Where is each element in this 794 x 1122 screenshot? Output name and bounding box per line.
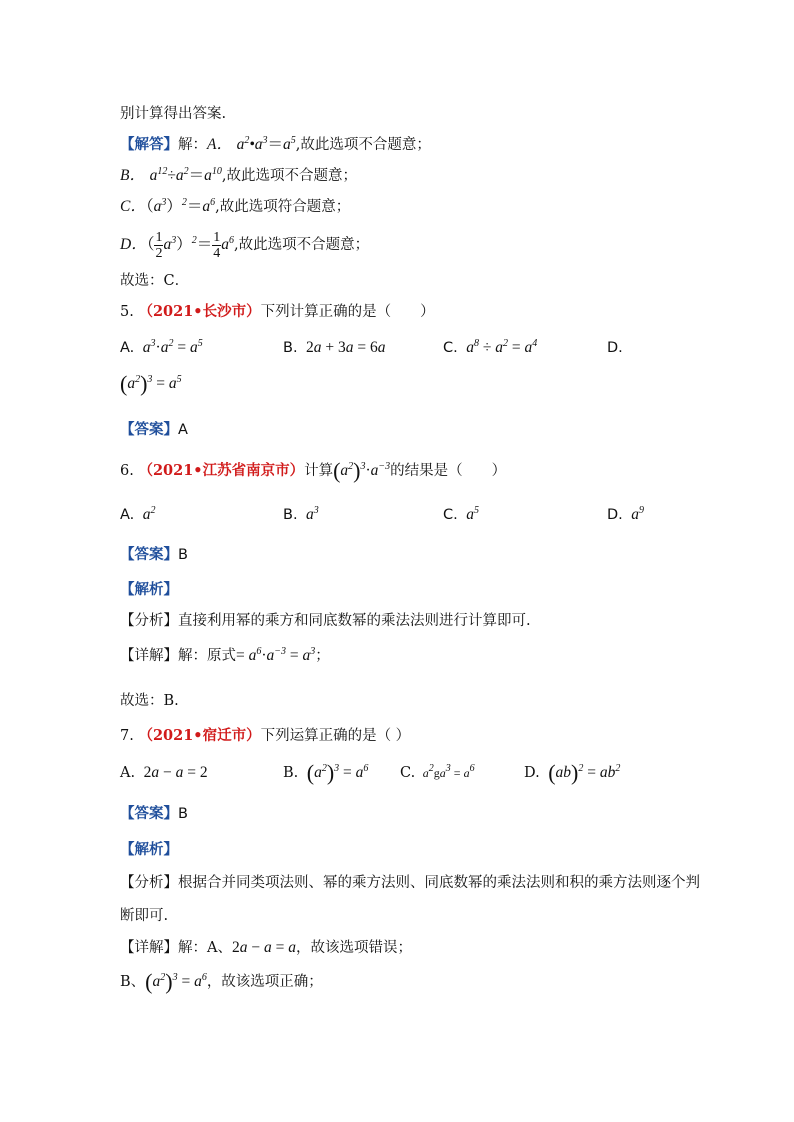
math-expression: $a^{12}\div a^2=a^{10}$ — [149, 166, 222, 184]
q7-option-a: A. 2a − a = 2 — [120, 764, 208, 781]
question-5-stem: 5. （2021•长沙市）下列计算正确的是（ ） — [120, 303, 435, 320]
q6-option-a: A. $a^2$ — [120, 505, 156, 523]
q6-option-c: C. $a^5$ — [443, 505, 479, 523]
q5-option-a: A. $a^3\cdot a^2 = a^5$ — [120, 338, 203, 356]
q6-option-b: B. $a^3$ — [283, 505, 319, 523]
question-source: （2021•长沙市） — [138, 303, 261, 320]
math-expression: 2a − a = a — [231, 939, 296, 956]
math-expression: $a^2•a^3=a^5$ — [236, 135, 296, 153]
q6-conclusion: 故选：B. — [120, 693, 179, 709]
q5-answer: 【答案】A — [120, 422, 188, 438]
q5-option-d-expression: $(a^2)^3 = a^5$ — [120, 371, 182, 396]
solution-option-b: B． $a^{12}\div a^2=a^{10}$,故此选项不合题意； — [120, 166, 357, 184]
math-expression: （ $\frac{1}{2}$ $a^3)^2=$ $\frac{1}{4}$ $a^6$ — [146, 229, 234, 261]
q6-analysis-heading: 【解析】 — [120, 581, 178, 598]
question-source: （2021•江苏省南京市） — [138, 462, 305, 479]
q6-option-d: D. $a^9$ — [607, 505, 645, 523]
solution-continuation: 别计算得出答案. — [120, 106, 227, 122]
q7-detailed-solution-b: B、$(a^2)^3 = a^6$，故该选项正确； — [120, 969, 323, 994]
solution-option-d: D．（ $\frac{1}{2}$ $a^3)^2=$ $\frac{1}{4}$ $a^6$,故此选项不合题意； — [120, 229, 370, 261]
q7-analysis-line-1: 【分析】根据合并同类项法则、幂的乘方法则、同底数幂的乘法法则和积的乘方法则逐个判 — [120, 875, 700, 891]
jieda-tag: 【解答】 — [120, 136, 178, 153]
q6-analysis: 【分析】直接利用幂的乘方和同底数幂的乘法法则进行计算即可. — [120, 613, 531, 629]
q7-option-c: C. $a^2ga^3 = a^6$ — [400, 763, 475, 781]
solution-conclusion: 故选：C． — [120, 273, 190, 289]
q5-option-c: C. $a^8 \div a^2 = a^4$ — [443, 338, 538, 356]
q5-option-b: B. 2a + 3a = 6a — [283, 339, 386, 356]
solution-option-a: 【解答】解：A． $a^2•a^3=a^5$,故此选项不合题意； — [120, 135, 431, 153]
q7-option-b: B. $(a^2)^3 = a^6$ — [283, 760, 369, 785]
solution-option-c: C．$(a^3)^2=a^6$,故此选项符合题意； — [120, 197, 351, 215]
q6-detailed-solution: 【详解】解：原式= $a^6\cdot a^{-3} = a^3$； — [120, 646, 330, 664]
math-expression: $(a^2)^3 = a^6$ — [145, 969, 207, 994]
question-6-stem: 6. （2021•江苏省南京市）计算$(a^2)^3\cdot a^{-3}$的结果是（ ） — [120, 458, 507, 483]
math-expression: = $a^6\cdot a^{-3} = a^3$ — [236, 646, 316, 664]
q5-option-d: D. — [607, 340, 623, 356]
q7-analysis-heading: 【解析】 — [120, 841, 178, 858]
question-7-stem: 7. （2021•宿迁市）下列运算正确的是（ ） — [120, 727, 411, 744]
q7-option-d: D. $(ab)^2 = ab^2$ — [524, 760, 621, 785]
question-source: （2021•宿迁市） — [138, 727, 261, 744]
q7-detailed-solution-a: 【详解】解：A、2a − a = a，故该选项错误； — [120, 939, 412, 956]
q6-answer: 【答案】B — [120, 547, 188, 563]
q7-answer: 【答案】B — [120, 806, 188, 822]
math-expression: $(a^3)^2=a^6$ — [145, 197, 216, 215]
math-expression: $(a^2)^3\cdot a^{-3}$ — [333, 458, 391, 483]
q7-analysis-line-2: 断即可. — [120, 908, 169, 924]
